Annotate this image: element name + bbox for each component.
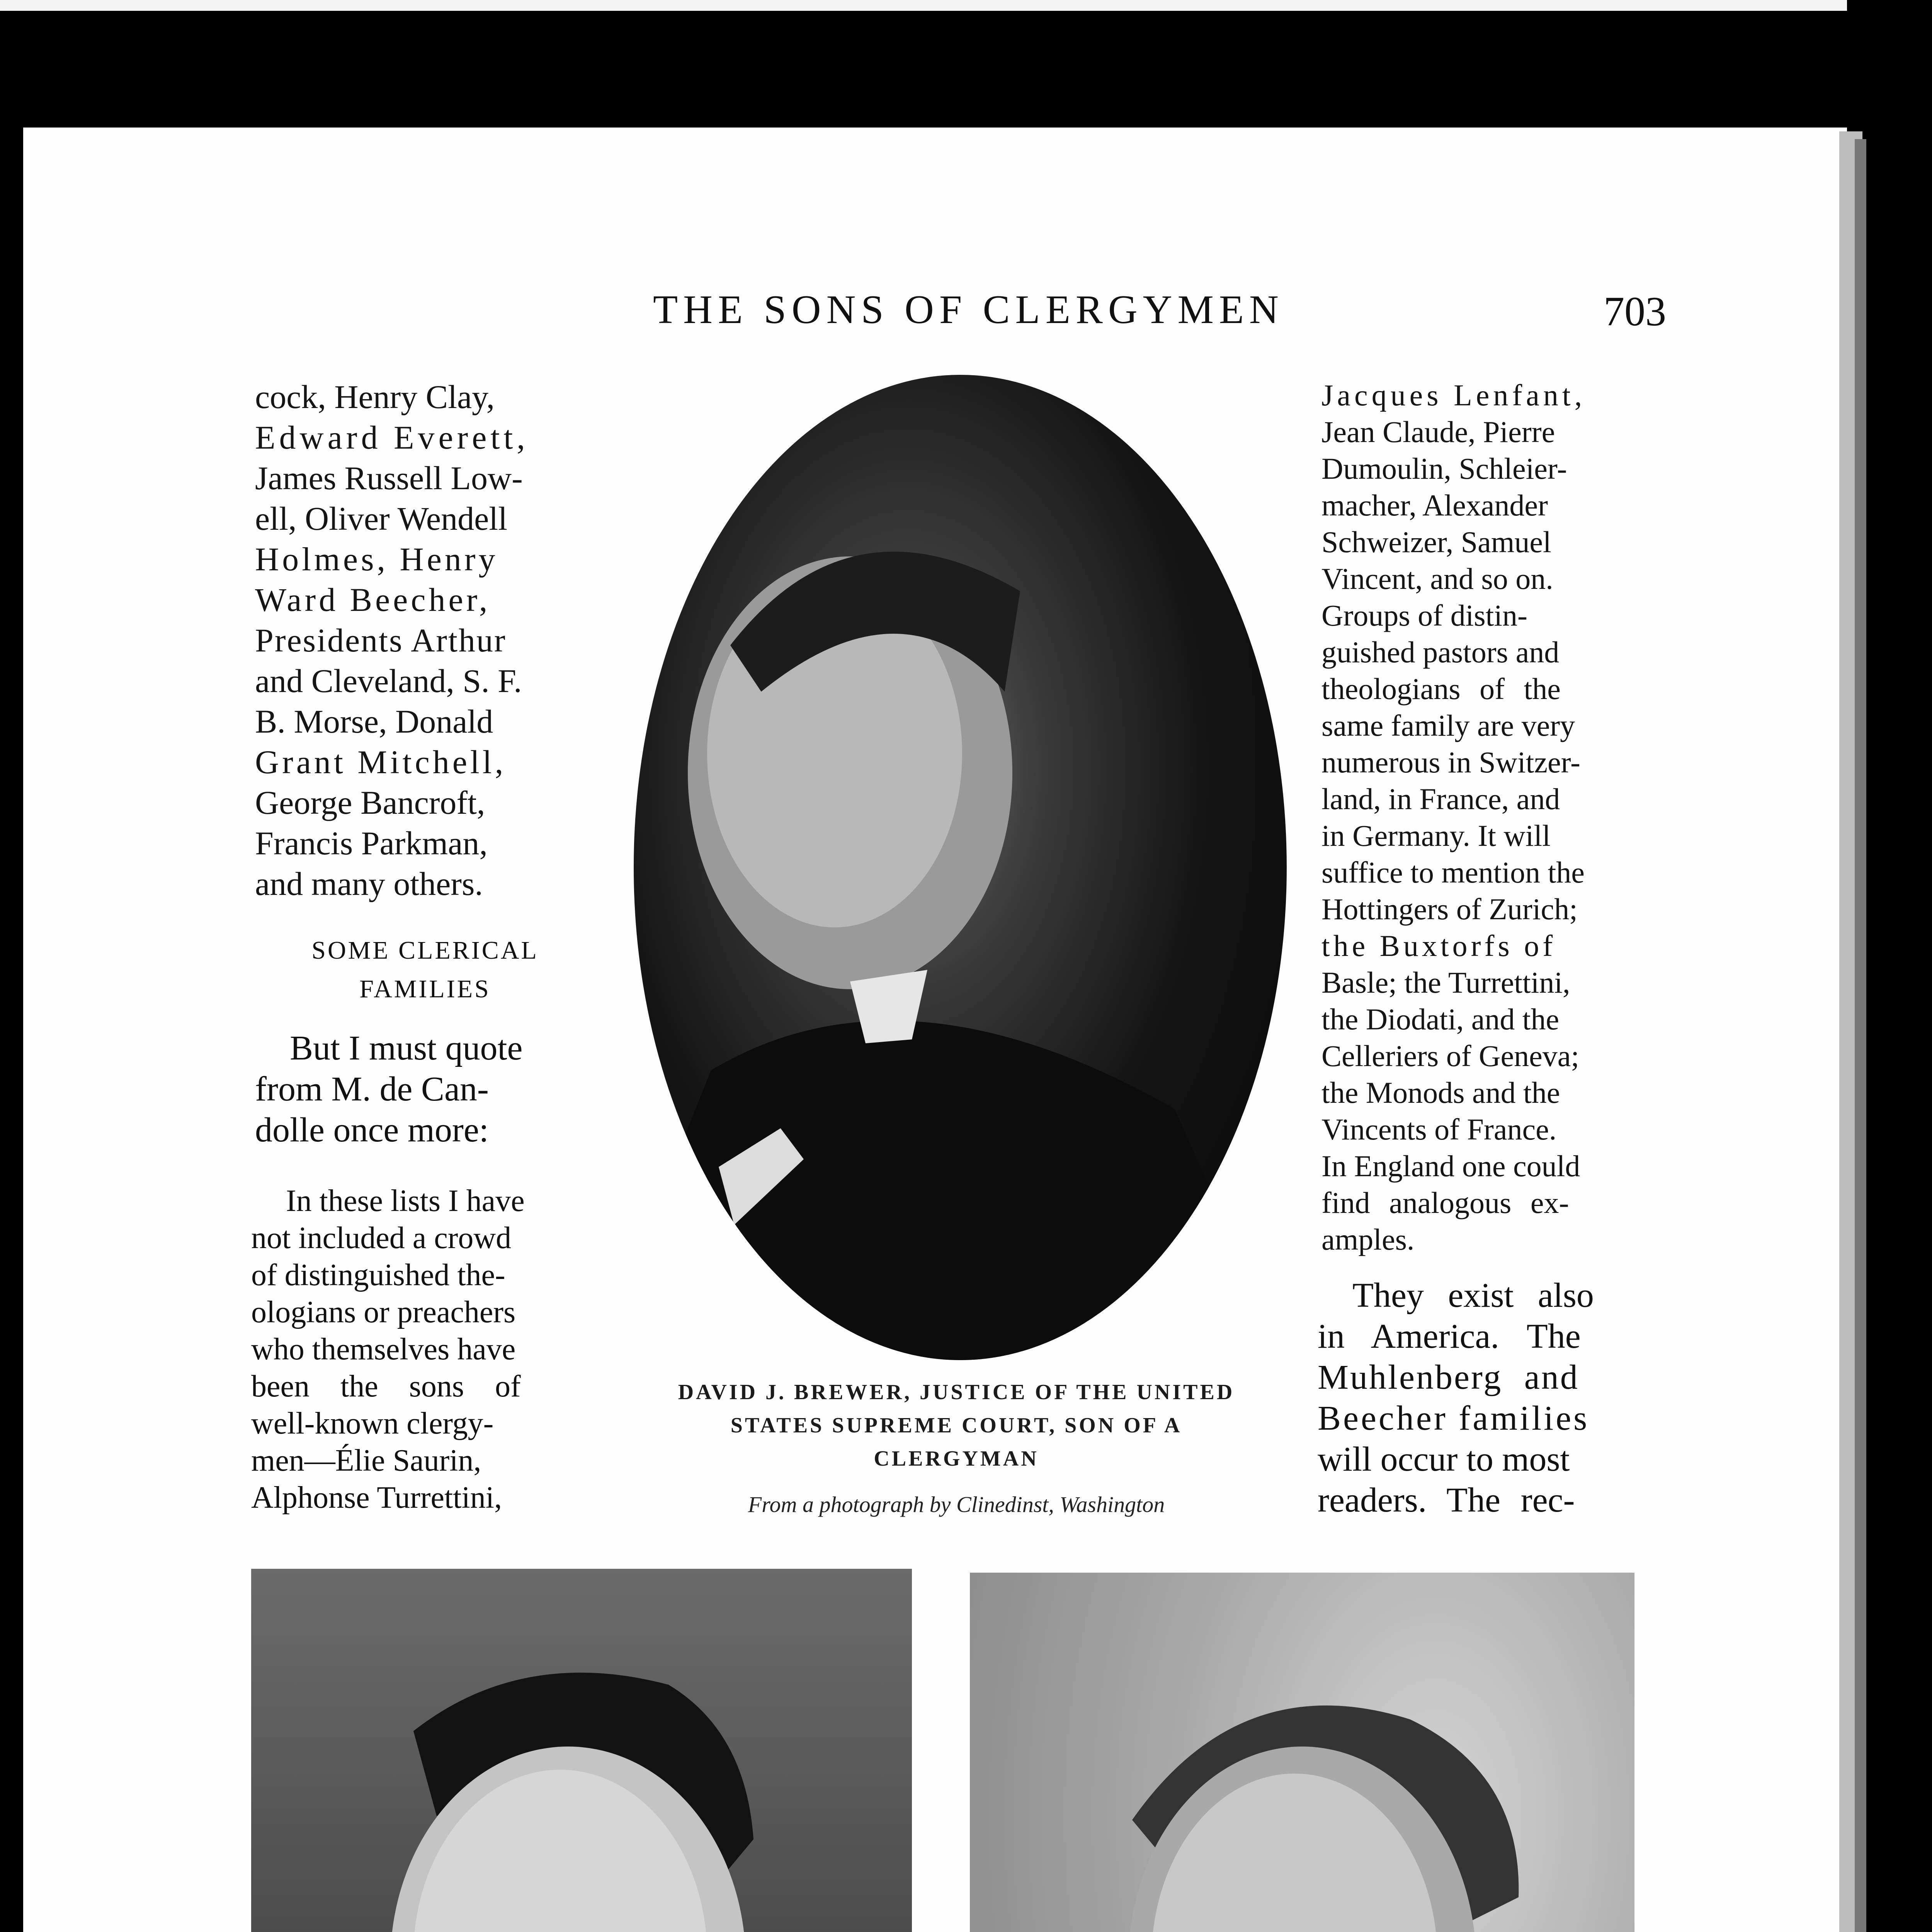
- text-line: been the sons of: [251, 1369, 521, 1403]
- text-line: Schweizer, Samuel: [1321, 525, 1551, 559]
- text-line: Beecher families: [1318, 1399, 1590, 1437]
- text-line: Hottingers of Zurich;: [1321, 892, 1578, 926]
- text-line: Jean Claude, Pierre: [1321, 415, 1555, 449]
- subhead-line: SOME CLERICAL: [311, 936, 539, 964]
- text-line: not included a crowd: [251, 1221, 512, 1255]
- section-subhead: [255, 931, 595, 1009]
- text-line: of distinguished the-: [251, 1258, 505, 1292]
- text-line: Edward Everett,: [255, 419, 529, 456]
- text-line: cock, Henry Clay,: [255, 378, 495, 415]
- text-line: Muhlenberg and: [1318, 1358, 1579, 1396]
- text-line: Dumoulin, Schleier-: [1321, 452, 1567, 485]
- text-line: ologians or preachers: [251, 1295, 516, 1329]
- text-line: macher, Alexander: [1321, 488, 1548, 522]
- text-line: Vincents of France.: [1321, 1112, 1557, 1146]
- text-line: who themselves have: [251, 1332, 516, 1366]
- text-line: Ward Beecher,: [255, 581, 491, 618]
- text-line: numerous in Switzer-: [1321, 745, 1580, 779]
- text-line: the Diodati, and the: [1321, 1002, 1560, 1036]
- text-line: Holmes, Henry: [255, 541, 498, 578]
- left-paragraph: [255, 1028, 595, 1151]
- text-line: B. Morse, Donald: [255, 703, 493, 740]
- text-line: Jacques Lenfant,: [1321, 378, 1586, 412]
- running-head: THE SONS OF CLERGYMEN: [653, 287, 1284, 332]
- text-line: and Cleveland, S. F.: [255, 662, 522, 699]
- text-line: in Germany. It will: [1321, 819, 1551, 852]
- text-line: readers. The rec-: [1318, 1481, 1575, 1519]
- text-line: the Buxtorfs of: [1321, 929, 1556, 963]
- text-line: in America. The: [1318, 1317, 1581, 1355]
- right-paragraph: [1318, 1275, 1658, 1521]
- portrait-brewer-figure: [634, 375, 1287, 1360]
- text-line: In England one could: [1321, 1149, 1580, 1183]
- text-line: land, in France, and: [1321, 782, 1560, 816]
- caption-line: STATES SUPREME COURT, SON OF A: [730, 1413, 1182, 1437]
- text-line: dolle once more:: [255, 1111, 489, 1149]
- portrait-dolliver-photo: [251, 1569, 912, 1932]
- text-line: Presidents Arthur: [255, 622, 507, 659]
- left-column-text: [255, 377, 595, 904]
- portrait-morton-photo: [970, 1573, 1634, 1932]
- text-line: guished pastors and: [1321, 635, 1560, 669]
- caption-brewer: [611, 1376, 1302, 1475]
- text-line: suffice to mention the: [1321, 855, 1585, 889]
- scan-top-strip: [0, 0, 1847, 11]
- page-number: 703: [1604, 289, 1666, 335]
- caption-line: CLERGYMAN: [874, 1447, 1039, 1471]
- text-line: Grant Mitchell,: [255, 743, 507, 781]
- right-column-text: [1321, 377, 1662, 1258]
- caption-line: DAVID J. BREWER, JUSTICE OF THE UNITED: [678, 1380, 1235, 1404]
- text-line: They exist also: [1352, 1276, 1594, 1315]
- portrait-dolliver-figure: [251, 1569, 912, 1932]
- portrait-brewer-photo: [634, 375, 1287, 1360]
- text-line: George Bancroft,: [255, 784, 485, 821]
- credit-brewer: From a photograph by Clinedinst, Washington: [748, 1492, 1165, 1517]
- subhead-line: FAMILIES: [359, 975, 491, 1003]
- text-line: find analogous ex-: [1321, 1186, 1569, 1219]
- text-line: James Russell Low-: [255, 459, 523, 497]
- text-line: Groups of distin-: [1321, 599, 1527, 632]
- text-line: same family are very: [1321, 709, 1575, 742]
- text-line: and many others.: [255, 865, 483, 902]
- text-line: will occur to most: [1318, 1440, 1570, 1478]
- text-line: theologians of the: [1321, 672, 1561, 706]
- text-line: amples.: [1321, 1223, 1415, 1256]
- text-line: from M. de Can-: [255, 1070, 489, 1108]
- text-line: But I must quote: [290, 1029, 523, 1067]
- portrait-morton-figure: [970, 1573, 1634, 1932]
- text-line: well-known clergy-: [251, 1406, 494, 1440]
- page-edge-shadow: [1855, 139, 1866, 1932]
- text-line: Vincent, and so on.: [1321, 562, 1553, 595]
- text-line: In these lists I have: [286, 1184, 525, 1218]
- text-line: ell, Oliver Wendell: [255, 500, 508, 537]
- text-line: men—Élie Saurin,: [251, 1444, 481, 1478]
- text-line: Francis Parkman,: [255, 825, 488, 862]
- text-line: Celleriers of Geneva;: [1321, 1039, 1580, 1073]
- block-quote: [251, 1182, 589, 1516]
- text-line: Alphonse Turrettini,: [251, 1481, 502, 1515]
- text-line: Basle; the Turrettini,: [1321, 966, 1570, 999]
- text-line: the Monods and the: [1321, 1076, 1560, 1109]
